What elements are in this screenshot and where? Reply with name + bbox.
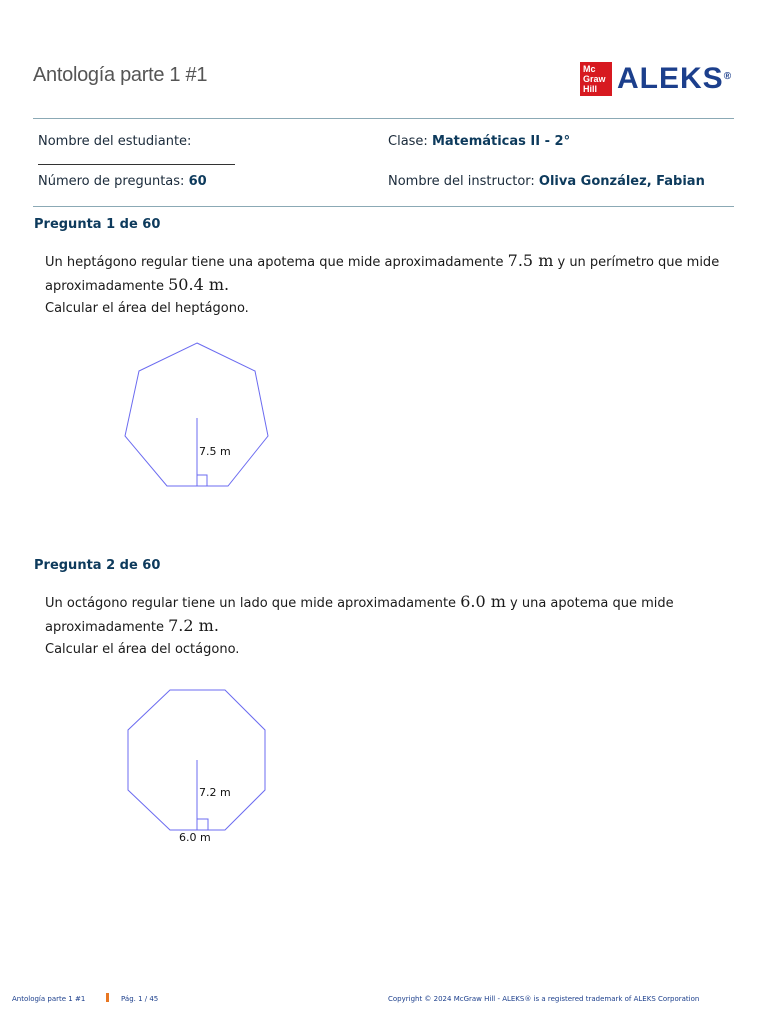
question-1-prompt: Calcular el área del heptágono.	[45, 301, 249, 316]
mcgraw-hill-aleks-logo	[580, 62, 732, 96]
aleks-wordmark-text: ALEKS	[617, 62, 724, 95]
heptagon-apothem-label: 7.5 m	[199, 445, 231, 458]
question-1-text-part: y un perímetro que mide aproximadamente	[45, 255, 720, 294]
student-name-line	[38, 164, 235, 165]
octagon-side-label: 6.0 m	[179, 831, 211, 844]
mcgraw-hill-logo	[580, 62, 612, 96]
question-1-text-part: Un heptágono regular tiene una apotema que mide aproximadamente	[45, 255, 508, 270]
logo-text-graw: Graw	[583, 74, 606, 84]
octagon-apothem-label: 7.2 m	[199, 786, 231, 799]
footer-page-number: Pág. 1 / 45	[121, 995, 159, 1003]
question-2-apothem-value: 7.2 m.	[168, 616, 219, 635]
question-2-side-value: 6.0 m	[460, 592, 506, 611]
question-count-label: Número de preguntas:	[38, 174, 185, 189]
question-count-field	[38, 174, 207, 189]
document-title: Antología parte 1 #1	[33, 64, 208, 86]
question-2-text-part: y una apotema que mide aproximadamente	[45, 596, 674, 635]
octagon-right-angle-mark	[197, 819, 208, 830]
heptagon-right-angle-mark	[197, 475, 207, 486]
question-1-apothem-value: 7.5 m	[507, 251, 554, 270]
question-2-heading: Pregunta 2 de 60	[34, 558, 161, 573]
instructor-field	[388, 174, 705, 189]
question-count-value: 60	[188, 174, 207, 189]
info-divider	[33, 206, 734, 207]
question-1-perimeter-value: 50.4 m.	[168, 275, 230, 294]
class-field	[388, 134, 570, 149]
header-divider	[33, 118, 734, 119]
class-value: Matemáticas II - 2°	[431, 134, 571, 149]
question-2-text	[45, 591, 735, 661]
student-name-label: Nombre del estudiante:	[38, 134, 192, 149]
logo-text-mc: Mc	[583, 64, 596, 74]
logo-text-hill: Hill	[583, 84, 598, 94]
question-1-text	[45, 250, 735, 320]
question-2-text-part: Un octágono regular tiene un lado que mide aproximadamente	[45, 596, 461, 611]
class-label: Clase:	[388, 134, 428, 149]
aleks-wordmark	[617, 62, 732, 96]
question-2-prompt: Calcular el área del octágono.	[45, 642, 240, 657]
question-1-heptagon-figure	[110, 330, 290, 500]
registered-mark: ®	[723, 71, 733, 82]
footer-copyright: Copyright © 2024 McGraw Hill - ALEKS® is a registered trademark of ALEKS Corporation	[388, 995, 700, 1003]
instructor-label: Nombre del instructor:	[388, 174, 535, 189]
question-1-heading: Pregunta 1 de 60	[34, 217, 161, 232]
footer-document-name: Antología parte 1 #1	[12, 995, 86, 1003]
footer-separator	[106, 993, 109, 1002]
instructor-value: Oliva González, Fabian	[538, 174, 705, 189]
question-2-octagon-figure	[110, 680, 290, 850]
